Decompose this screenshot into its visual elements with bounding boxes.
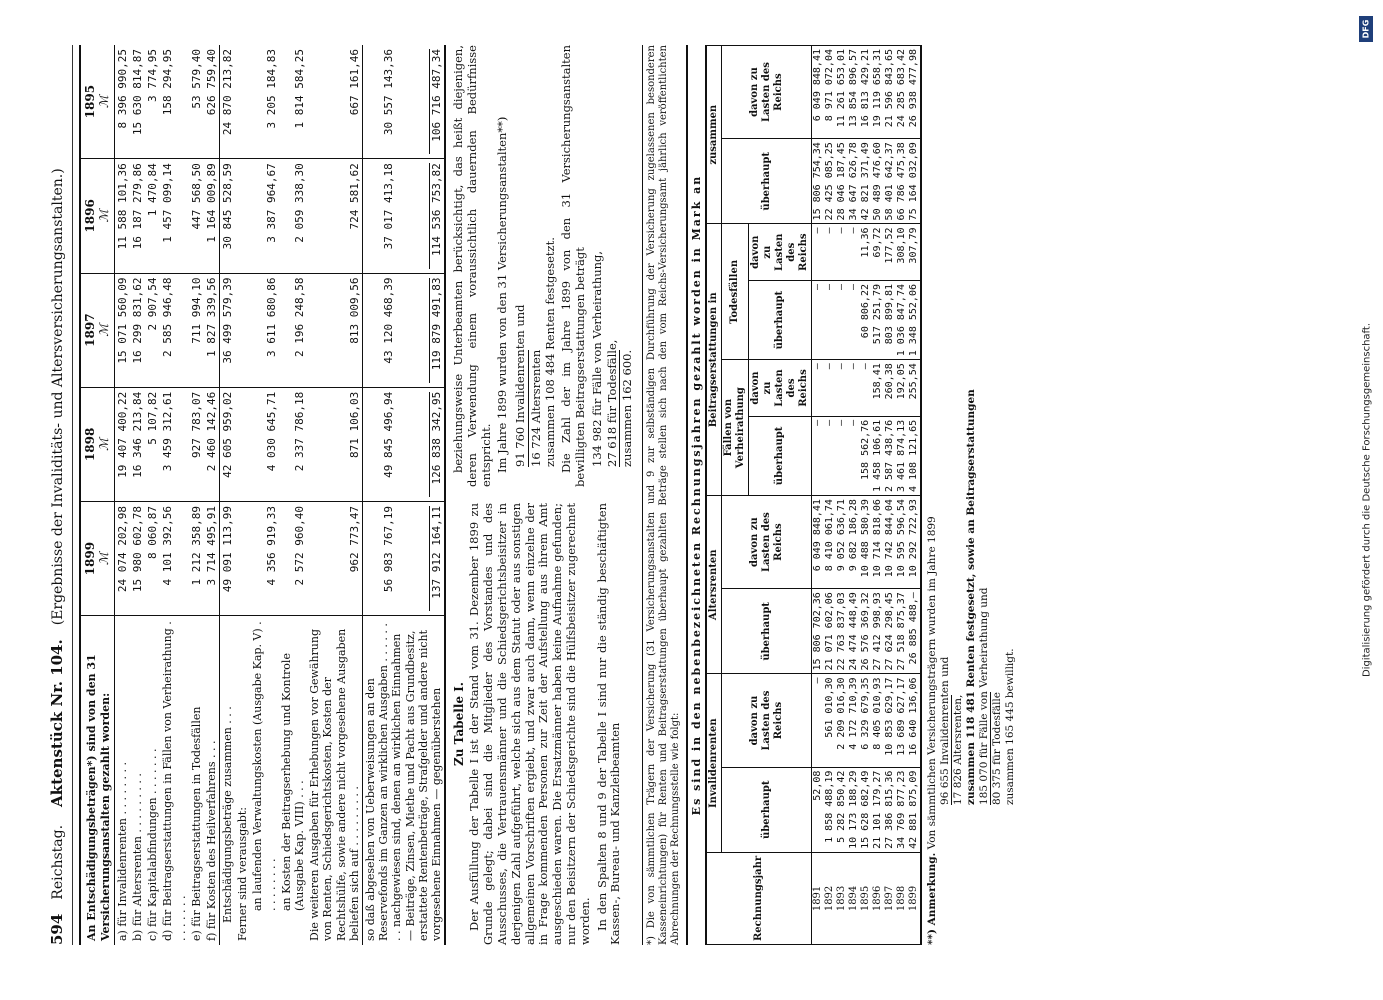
value-cell: 21 596 843,65 (884, 46, 896, 139)
value-cell: 15 806 702,36 (812, 589, 825, 674)
value-cell: 21 071 602,06 (824, 589, 836, 674)
col-beitrag: Beitragserstattungen in (707, 224, 722, 496)
table-row (848, 46, 860, 945)
value-cell: — (848, 281, 860, 360)
paragraph: beziehungsweise Unterbeamten berücksichtigt, das heißt diejenigen, deren Verwendung einem voraussichtlich dauernden Bedürfnisse entspricht. (451, 45, 493, 487)
value-cell: 10 742 844,04 (884, 496, 896, 589)
value-cell: 1 348 552,06 (908, 281, 921, 360)
scanned-page (48, 45, 1338, 945)
page-title: (Ergebnisse der Invaliditäts- und Altersversicherungsanstalten.) (50, 168, 66, 626)
value-cell: 11,36 (860, 224, 872, 281)
year-cell: 1891 (812, 852, 825, 944)
table-row: d) für Beitragserstattungen in Fällen von Verheirathung . . . . . . . . 4 101 392,56 3 459 312,61 2 585 946,48 1 457 099,14 158 294,95 (160, 45, 188, 945)
paragraph: Die Zahl der im Jahre 1899 von den 31 Versicherungsanstalten bewilligten Beitragserstattungen beträgt (558, 45, 587, 487)
value-cell: 8 971 072,04 (824, 46, 836, 139)
value-cell: — (836, 281, 848, 360)
text-column-left (452, 503, 637, 945)
table-row (908, 46, 921, 945)
value-cell: 2 587 438,76 (884, 416, 896, 495)
value-cell: — (812, 281, 825, 360)
value-cell: 28 046 187,45 (836, 139, 848, 224)
value-cell: 15 628 682,49 (860, 767, 872, 852)
year-cell: 1896 (872, 852, 884, 944)
value-cell: 16 640 136,06 (908, 674, 921, 767)
value-cell: 10 292 722,93 (908, 496, 921, 589)
value-cell: 26 576 369,32 (860, 589, 872, 674)
value-cell: — (812, 674, 825, 767)
value-cell: 158,41 (872, 360, 884, 417)
value-cell: — (848, 360, 860, 417)
value-cell: 66 786 475,38 (896, 139, 908, 224)
value-cell: 13 854 896,57 (848, 46, 860, 139)
year-cell: 1899 (908, 852, 921, 944)
table-row: an Kosten der Beitragserhebung und Kontrole (Ausgabe Kap. VIII) . . . 2 572 960,40 2 337 786,18 2 196 248,58 2 059 338,30 1 814 584,25 (279, 45, 307, 945)
value-cell: — (836, 360, 848, 417)
value-cell: 4 108 121,65 (908, 416, 921, 495)
compensation-table (79, 45, 446, 945)
value-cell: 13 689 627,17 (896, 674, 908, 767)
value-cell: — (824, 224, 836, 281)
sum-row: Entschädigungsbeträge zusammen . . . 49 091 113,99 42 605 959,02 36 499 579,39 30 845 528,59 24 870 213,82 (220, 45, 236, 945)
value-cell: 177,52 (884, 224, 896, 281)
table-row: f) für Kosten des Heilverfahrens . . . 3 714 495,91 2 460 142,46 1 827 339,56 1 164 009,89 626 759,40 (204, 45, 220, 945)
annotation: **) Anmerkung. Von sämmtlichen Versicherungsträgern wurden im Jahre 1899 96 655 Invalidenrenten und 17 826 Altersrenten, zusammen 118 481 Renten festgesetzt, sowie an Beitragserstattungen 185 070 für Fälle von Verheirathung und 80 375 für Todesfälle zusammen 165 445 bewilligt. (926, 45, 1016, 945)
value-cell: 255,54 (908, 360, 921, 417)
value-cell: 11 261 653,01 (836, 46, 848, 139)
value-cell: 1 036 847,74 (896, 281, 908, 360)
value-cell: — (824, 416, 836, 495)
rent-calculation: 91 760 Invalidenrenten und 16 724 Altersrenten zusammen 108 484 Renten festgesetzt. (513, 237, 558, 467)
year-cell: 1893 (836, 852, 848, 944)
table-row: an laufenden Verwaltungskosten (Ausgabe Kap. V) . . . . . . . . . 4 356 919,33 4 030 645,71 3 611 680,86 3 387 964,67 3 205 184,83 (250, 45, 278, 945)
annotation-calculation: 96 655 Invalidenrenten und 17 826 Altersrenten, zusammen 118 481 Renten festgesetzt, sowie an Beitragserstattungen 185 070 für Fälle von Verheirathung und 80 375 für Todesfälle zusammen 165 445 bewilligt. (938, 389, 1016, 805)
section-heading: Zu Tabelle I. (452, 682, 467, 766)
value-cell: 75 164 032,09 (908, 139, 921, 224)
value-cell: 10 714 818,06 (872, 496, 884, 589)
value-cell: 192,05 (896, 360, 908, 417)
value-cell: 260,38 (884, 360, 896, 417)
col-year: Rechnungsjahr (707, 852, 812, 944)
value-cell: 307,79 (908, 224, 921, 281)
year-cell: 1892 (824, 852, 836, 944)
header-doc: Aktenstück Nr. 104. (48, 639, 66, 807)
value-cell: 5 282 850,42 (836, 767, 848, 852)
value-cell: 9 682 186,28 (848, 496, 860, 589)
value-cell: 50 489 476,60 (872, 139, 884, 224)
value-cell: 3 461 874,13 (896, 416, 908, 495)
digitization-credit (1356, 10, 1378, 990)
table-row (872, 46, 884, 945)
refund-calculation: 134 982 für Fälle von Verheirathung, 27 618 für Todesfälle, zusammen 162 600. (590, 250, 635, 467)
table1-head-label: An Entschädigungsbeträgen*) sind von den 31 Versicherungsanstalten gezahlt worden: (80, 616, 114, 945)
year-cell: 1894 (848, 852, 860, 944)
value-cell: 24 474 448,49 (848, 589, 860, 674)
value-cell: 34 769 877,23 (896, 767, 908, 852)
year-cell: 1898 (896, 852, 908, 944)
payments-table: Rechnungsjahr Invalidenrenten Altersrenten Beitragserstattungen in zusammen überhaupt davon zu Lasten des Reichs überhaupt davon zu Lasten des Reichs Fällen von Verheirathung Todesfällen überhaupt davon zu Lasten des Reichs überhaupt davon zu Lasten des Reichs überhaupt davon zu Lasten des Reichs 1891 52,08 — 15 806 702,36 6 049 848,41 — — — — 15 806 754,34 6 049 848,41 1892 1 858 488,19 561 010,30 21 071 602,06 8 410 061,74 — — — — 22 425 085,25 8 971 072,04 1893 5 282 850,42 2 209 016,30 22 763 837,03 9 052 636,71 — — — — 28 046 187,45 11 261 653,01 1894 10 173 188,29 4 172 710,39 24 474 448,49 9 682 186,28 — — — — 34 647 626,78 13 854 896,57 1895 15 628 682,49 6 329 679,35 26 576 369,32 10 488 580,39 158 562,76 — 60 806,22 11,36 42 821 371,49 16 813 429,21 1896 21 101 179,27 8 405 010,93 27 412 998,93 10 714 818,06 1 458 106,61 158,41 517 251,79 69,72 50 489 476,60 19 119 658,31 1897 27 386 815,36 10 853 629,17 27 624 298,45 10 742 844,04 2 587 438,76 260,38 803 899,81 177,52 58 401 642,37 21 596 843,65 1898 34 769 877,23 13 689 627,17 27 518 875,37 10 595 596,54 3 461 874,13 192,05 1 036 847,74 308,10 66 786 475,38 24 285 683,42 1899 42 881 875,09 16 640 136,06 26 885 488,— 10 292 722,93 4 108 121,65 255,54 1 348 552,06 307,79 75 164 032,09 26 938 477,98 (706, 45, 922, 945)
year-col-1899: 1899 ℳ (80, 502, 114, 616)
header-reichstag: Reichstag. (50, 824, 66, 900)
value-cell: — (836, 416, 848, 495)
table-row: Die weiteren Ausgaben für Erhebungen vor Gewährung von Renten, Schiedsgerichtskosten, Kosten der Rechtshülfe, sowie andere nicht vorgesehene Ausgaben beliefen sich auf . . . . . . . . . 962 773,47 871 106,03 813 009,56 724 581,62 667 161,46 (307, 45, 362, 945)
value-cell: 158 562,76 (860, 416, 872, 495)
value-cell: 42 881 875,09 (908, 767, 921, 852)
value-cell: 52,08 (812, 767, 825, 852)
paragraph: Im Jahre 1899 wurden von den 31 Versicherungsanstalten**) (495, 116, 510, 473)
table-row (860, 46, 872, 945)
value-cell: — (812, 416, 825, 495)
table-row: b) für Altersrenten . . . . . . . . . 15 980 602,78 16 346 213,84 16 299 831,62 16 187 279,86 15 630 814,87 (130, 45, 145, 945)
value-cell: 2 209 016,30 (836, 674, 848, 767)
ferner-row: Ferner sind verausgabt: (235, 45, 250, 945)
value-cell: 10 173 188,29 (848, 767, 860, 852)
value-cell: 26 938 477,98 (908, 46, 921, 139)
value-cell: 16 813 429,21 (860, 46, 872, 139)
table-row: e) für Beitragserstattungen in Todesfällen 1 212 358,89 927 783,07 711 994,10 447 568,50 53 579,40 (189, 45, 204, 945)
text-column-right (452, 45, 637, 487)
page-number: 594 (48, 913, 66, 945)
value-cell: 34 647 626,78 (848, 139, 860, 224)
value-cell: 561 010,30 (824, 674, 836, 767)
credit-text: Digitalisierung gefördert durch die Deutsche Forschungsgemeinschaft. (1361, 322, 1373, 678)
value-cell: 22 763 837,03 (836, 589, 848, 674)
value-cell: 58 401 642,37 (884, 139, 896, 224)
value-cell: 27 518 875,37 (896, 589, 908, 674)
table-row: a) für Invalidenrenten . . . . . . . . 24 074 202,98 19 407 400,22 15 071 560,09 11 588 101,36 8 396 990,25 (114, 45, 130, 945)
value-cell: 24 285 683,42 (896, 46, 908, 139)
value-cell: 1 858 488,19 (824, 767, 836, 852)
year-col-1895: 1895 ℳ (80, 45, 114, 159)
value-cell: — (824, 360, 836, 417)
footnote: *) Die von sämmtlichen Trägern der Versicherung (31 Versicherungsanstalten und 9 zur selbständigen Durchführung der Versicherung zugelassenen besonderen Kasseneinrichtungen) für Renten und Beitragserstattungen überhaupt gezahlten Beträge stellen sich nach den vom Reichs-Versicherungsamt jährlich veröffentlichten Abrechnungen der Rechnungsstelle wie folgt: (642, 45, 682, 945)
table-row (824, 46, 836, 945)
value-cell: — (812, 360, 825, 417)
value-cell: 21 101 179,27 (872, 767, 884, 852)
table2-title: Es sind in den nebenbezeichneten Rechnungsjahren gezahlt worden in Mark an (686, 45, 706, 945)
value-cell: 803 899,81 (884, 281, 896, 360)
col-zusammen: zusammen (707, 46, 722, 224)
value-cell: 6 329 679,35 (860, 674, 872, 767)
table-row (836, 46, 848, 945)
value-cell: 22 425 085,25 (824, 139, 836, 224)
value-cell: — (824, 281, 836, 360)
dfg-logo: DFG (1359, 16, 1373, 42)
col-invalid: Invalidenrenten (707, 674, 722, 852)
year-col-1898: 1898 ℳ (80, 387, 114, 501)
table-row (896, 46, 908, 945)
value-cell: 10 595 596,54 (896, 496, 908, 589)
value-cell: 6 049 848,41 (812, 46, 825, 139)
year-cell: 1895 (860, 852, 872, 944)
value-cell: 10 488 580,39 (860, 496, 872, 589)
value-cell: — (860, 360, 872, 417)
table-row (884, 46, 896, 945)
value-cell: 308,10 (896, 224, 908, 281)
value-cell: — (848, 224, 860, 281)
col-alters: Altersrenten (707, 496, 722, 674)
value-cell: 27 624 298,45 (884, 589, 896, 674)
paragraph: Der Ausfüllung der Tabelle I ist der Stand vom 31. Dezember 1899 zu Grunde gelegt; dabei sind die Mitglieder des Vorstandes und des Ausschusses, die Vertrauensmänner und die Schiedsgerichtsbeisitzer in derjenigen Zahl aufgeführt, welche sich aus dem Statut oder aus sonstigen allgemeinen Vorschriften ergiebt, und zwar auch dann, wenn einzelne der in Frage kommenden Personen zur Zeit der Aufstellung aus ihrem Amt ausgeschieden waren. Die Ersatzmänner haben keine Aufnahme gefunden; nur den Beisitzern der Schiedsgerichte sind die Hülfsbeisitzer zugerechnet worden. (467, 503, 592, 945)
paragraph: In den Spalten 8 und 9 der Tabelle I sind nur die ständig beschäftigten Kassen-, Bureau- und Kanzleibeamten (594, 503, 623, 945)
value-cell: 8 405 010,93 (872, 674, 884, 767)
value-cell: 8 410 061,74 (824, 496, 836, 589)
value-cell: 6 049 848,41 (812, 496, 825, 589)
value-cell: — (812, 224, 825, 281)
value-cell: 15 806 754,34 (812, 139, 825, 224)
value-cell: 1 458 106,61 (872, 416, 884, 495)
value-cell: 26 885 488,— (908, 589, 921, 674)
table-row (812, 46, 825, 945)
year-col-1896: 1896 ℳ (80, 159, 114, 273)
value-cell: 19 119 658,31 (872, 46, 884, 139)
value-cell: 4 172 710,39 (848, 674, 860, 767)
value-cell: 27 412 998,93 (872, 589, 884, 674)
value-cell: — (848, 416, 860, 495)
value-cell: 60 806,22 (860, 281, 872, 360)
page-header (48, 45, 73, 945)
value-cell: 27 386 815,36 (884, 767, 896, 852)
body-text (452, 45, 637, 945)
year-col-1897: 1897 ℳ (80, 273, 114, 387)
value-cell: 517 251,79 (872, 281, 884, 360)
value-cell: 10 853 629,17 (884, 674, 896, 767)
value-cell: 69,72 (872, 224, 884, 281)
table-row: so daß abgesehen von Ueberweisungen an den Reservefonds im Ganzen an wirklichen Ausgaben . . . . . . . . nachgewiesen sind, denen an wirklichen Einnahmen — Beiträge, Zinsen, Miethe und Pacht aus Grundbesitz, erstattete Rentenbeträge, Strafgelder und andere nicht vorgesehene Einnahmen — gegenüberstehen 56 983 767,19 137 912 164,11 49 845 496,94 126 838 342,95 43 120 468,39 119 879 491,83 37 017 413,18 114 536 753,82 30 557 143,36 106 716 487,34 (362, 45, 445, 945)
value-cell: 9 052 636,71 (836, 496, 848, 589)
value-cell: 42 821 371,49 (860, 139, 872, 224)
year-cell: 1897 (884, 852, 896, 944)
value-cell: — (836, 224, 848, 281)
table-row: c) für Kapitalabfindungen . . . . . . . 8 060,87 5 107,82 2 907,54 1 470,84 3 774,95 (145, 45, 160, 945)
